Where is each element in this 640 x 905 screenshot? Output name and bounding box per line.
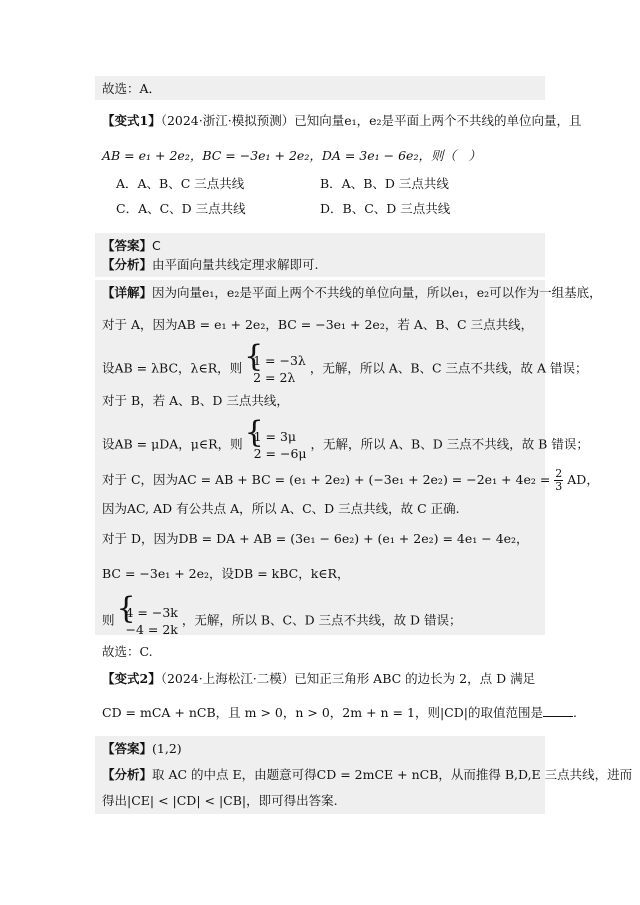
option-a (116, 175, 244, 193)
text: 则 (102, 612, 115, 628)
eq2: 2 = 2λ (253, 370, 296, 385)
text: 对于 D，因为DB = DA + AB = (3e₁ − 6e₂) + (e₁ + 2e₂) = 4e₁ − 4e₂， (102, 531, 529, 546)
detail-a1 (102, 316, 533, 334)
text: 设AB = μDA，μ∈R，则 (102, 436, 243, 452)
answer-tag: 【答案】 (102, 741, 153, 756)
text: CD = mCA + nCB，且 m > 0，n > 0，2m + n = 1，则|CD|的取值范围是 (102, 705, 543, 720)
eq2: −4 = 2k (125, 622, 178, 637)
equation-system (247, 428, 307, 462)
eq1: { 1 = 3μ (253, 429, 297, 444)
text: 设AB = λBC，λ∈R，则 (102, 360, 243, 376)
answer-tag: 【答案】 (102, 238, 153, 253)
text: 对于 A，因为AB = e₁ + 2e₂，BC = −3e₁ + 2e₂，若 A、B、C 三点共线， (102, 317, 534, 332)
answer-choice-line (102, 80, 161, 98)
text: ，无解，所以 B、C、D 三点不共线，故 D 错误； (181, 612, 462, 628)
detail-b2 (102, 428, 589, 462)
text: ，无解，所以 A、B、D 三点不共线，故 B 错误； (310, 436, 589, 452)
text: 故选：A． (102, 81, 162, 96)
analysis-tag: 【分析】 (102, 257, 153, 272)
option-c (116, 200, 246, 218)
analysis-1 (102, 256, 319, 274)
text: BC = −3e₁ + 2e₂，设DB = kBC，k∈R， (102, 566, 350, 581)
answer-value: (1,2) (152, 741, 182, 756)
fraction (554, 468, 563, 493)
text: . (572, 705, 577, 720)
analysis-text: 由平面向量共线定理求解即可. (152, 257, 319, 272)
analysis-2a (102, 766, 632, 784)
answer-1 (102, 237, 161, 255)
option-a-label: A．A、B、C 三点共线 (116, 176, 245, 191)
option-b-label: B．A、B、D 三点共线 (320, 176, 449, 191)
detail-intro (102, 284, 602, 302)
equation-system (119, 604, 178, 638)
analysis-2b (102, 792, 338, 810)
detail-c1 (102, 468, 599, 493)
text: 因为AC, AD 有公共点 A，所以 A、C、D 三点共线，故 C 正确. (102, 501, 460, 516)
text: 故选：C. (102, 644, 153, 659)
detail-b1 (102, 392, 289, 410)
answer-value: C (152, 238, 161, 253)
analysis-text: 取 AC 的中点 E，由题意可得CD = 2mCE + nCB，从而推得 B,D,E 三点共线，进而 (152, 767, 633, 782)
option-d-label: D．B、C、D 三点共线 (320, 201, 451, 216)
answer-2 (102, 740, 182, 758)
detail-a2 (102, 352, 588, 386)
variant2-conditions (102, 704, 577, 722)
answer-blank (543, 704, 573, 717)
text: 对于 C，因为AC = AB + BC = (e₁ + 2e₂) + (−3e₁ + 2e₂) = −2e₁ + 4e₂ = (102, 472, 551, 487)
detail-c2 (102, 500, 460, 518)
shade-band-1 (95, 76, 545, 100)
detail-tag: 【详解】 (102, 285, 153, 300)
option-d (320, 200, 450, 218)
text: AD， (567, 472, 599, 487)
variant1-question (102, 112, 582, 130)
text: ，无解，所以 A、B、C 三点不共线，故 A 错误； (309, 360, 588, 376)
detail-d1 (102, 530, 529, 548)
variant1-tag: 【变式1】 (102, 113, 161, 128)
numerator: 2 (555, 467, 563, 480)
variant1-stem: （2024·浙江·模拟预测）已知向量e₁，e₂是平面上两个不共线的单位向量，且 (160, 113, 582, 128)
eq1: { 4 = −3k (125, 605, 178, 620)
option-c-label: C．A、C、D 三点共线 (116, 201, 246, 216)
denominator: 3 (555, 480, 563, 493)
detail-d3 (102, 604, 462, 638)
detail-d2 (102, 565, 349, 583)
equation-system (246, 352, 306, 386)
text: AB = e₁ + 2e₂，BC = −3e₁ + 2e₂，DA = 3e₁ − 6e₂，则（ ） (102, 148, 481, 163)
detail-text: 因为向量e₁，e₂是平面上两个不共线的单位向量，所以e₁，e₂可以作为一组基底， (152, 285, 602, 300)
variant2-stem: （2024·上海松江·二模）已知正三角形 ABC 的边长为 2，点 D 满足 (160, 671, 536, 686)
eq1: { 1 = −3λ (253, 353, 306, 368)
eq2: 2 = −6μ (253, 446, 307, 461)
analysis-text: 得出|CE| < |CD| < |CB|，即可得出答案. (102, 793, 338, 808)
variant2-question (102, 670, 535, 688)
answer-choice-line-2 (102, 643, 153, 661)
analysis-tag: 【分析】 (102, 767, 153, 782)
option-b (320, 175, 449, 193)
variant2-tag: 【变式2】 (102, 671, 161, 686)
variant1-conditions (102, 147, 481, 165)
text: 对于 B，若 A、B、D 三点共线， (102, 393, 289, 408)
